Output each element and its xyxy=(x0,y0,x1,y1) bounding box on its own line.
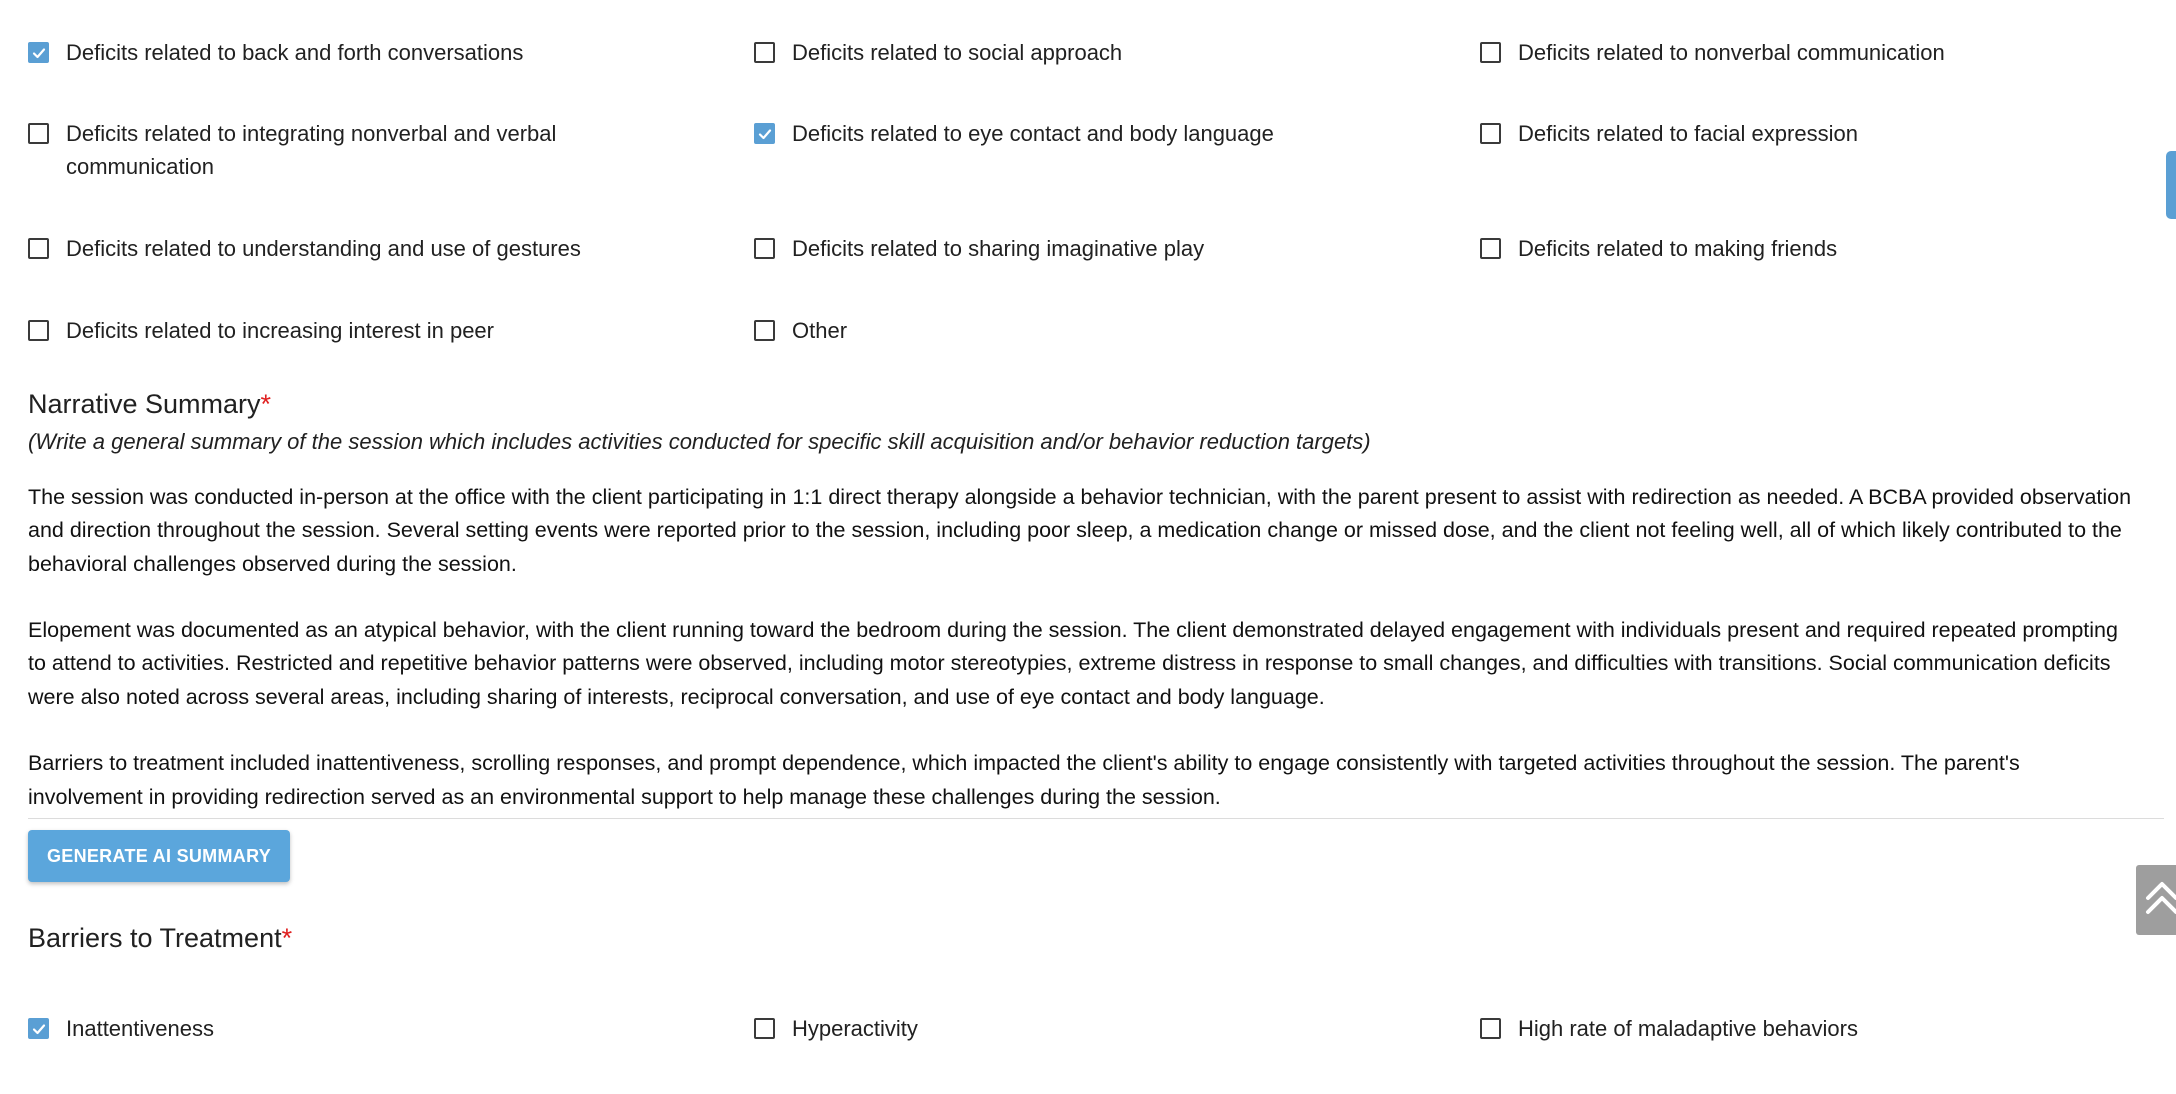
checkbox-nonverbal-communication[interactable] xyxy=(1480,36,2160,69)
checkbox-box[interactable] xyxy=(28,42,49,63)
narrative-summary-title xyxy=(28,386,271,422)
checkbox-label: Deficits related to eye contact and body language xyxy=(792,121,1274,146)
checkbox-box[interactable] xyxy=(28,1018,49,1039)
section-title-text: Barriers to Treatment xyxy=(28,923,282,953)
checkbox-understanding-gestures[interactable] xyxy=(28,232,708,265)
check-icon xyxy=(31,45,47,61)
checkbox-integrating-nonverbal-verbal[interactable] xyxy=(28,117,588,183)
checkbox-label: Hyperactivity xyxy=(792,1016,918,1041)
checkbox-hyperactivity[interactable] xyxy=(754,1012,1434,1045)
checkbox-sharing-imaginative-play[interactable] xyxy=(754,232,1434,265)
narrative-summary-text[interactable] xyxy=(28,481,2138,814)
checkbox-box[interactable] xyxy=(1480,1018,1501,1039)
checkbox-box[interactable] xyxy=(28,320,49,341)
checkbox-box[interactable] xyxy=(754,320,775,341)
checkbox-box[interactable] xyxy=(754,1018,775,1039)
narrative-paragraph: The session was conducted in-person at the office with the client participating in 1:1 direct therapy alongside a behavior technician, with the parent present to assist with redirection as needed. A BCBA provided observation and direction throughout the session. Several setting events were reported prior to the session, including poor sleep, a medication change or missed dose, and the client not feeling well, all of which likely contributed to the behavioral challenges observed during the session. xyxy=(28,485,2132,576)
checkbox-box[interactable] xyxy=(1480,123,1501,144)
generate-ai-summary-button[interactable]: GENERATE AI SUMMARY xyxy=(28,830,290,882)
check-icon xyxy=(31,1021,47,1037)
scroll-to-top-button[interactable] xyxy=(2136,865,2176,935)
checkbox-box[interactable] xyxy=(28,123,49,144)
checkbox-label: Deficits related to increasing interest in peer xyxy=(66,318,494,343)
narrative-paragraph: Barriers to treatment included inattentiveness, scrolling responses, and prompt dependence, which impacted the client's ability to engage consistently with targeted activities throughout the session. The parent's involvement in providing redirection served as an environmental support to help manage these challenges during the session. xyxy=(28,751,2020,809)
checkbox-facial-expression[interactable] xyxy=(1480,117,2160,150)
checkbox-other[interactable] xyxy=(754,314,1434,347)
checkbox-label: Deficits related to making friends xyxy=(1518,236,1838,261)
checkbox-interest-in-peer[interactable] xyxy=(28,314,708,347)
checkbox-label: Deficits related to nonverbal communication xyxy=(1518,40,1945,65)
checkbox-box[interactable] xyxy=(28,238,49,259)
checkbox-box[interactable] xyxy=(754,123,775,144)
check-icon xyxy=(757,126,773,142)
checkbox-back-and-forth-conversations[interactable] xyxy=(28,36,708,69)
checkbox-box[interactable] xyxy=(1480,238,1501,259)
section-title-text: Narrative Summary xyxy=(28,389,261,419)
checkbox-eye-contact-body-language[interactable] xyxy=(754,117,1434,150)
barriers-to-treatment-title xyxy=(28,920,292,956)
checkbox-making-friends[interactable] xyxy=(1480,232,2160,265)
checkbox-label: Deficits related to facial expression xyxy=(1518,121,1858,146)
narrative-instruction: (Write a general summary of the session which includes activities conducted for specific skill acquisition and/or behavior reduction targets) xyxy=(28,429,1371,454)
divider xyxy=(28,818,2164,819)
checkbox-high-rate-maladaptive[interactable] xyxy=(1480,1012,2160,1045)
checkbox-label: Inattentiveness xyxy=(66,1016,214,1041)
checkbox-box[interactable] xyxy=(1480,42,1501,63)
double-chevron-up-icon xyxy=(2142,876,2176,925)
checkbox-label: Deficits related to sharing imaginative play xyxy=(792,236,1205,261)
checkbox-label: Deficits related to understanding and use of gestures xyxy=(66,236,581,261)
checkbox-label: Other xyxy=(792,318,848,343)
scroll-position-indicator[interactable] xyxy=(2166,151,2176,219)
checkbox-label: Deficits related to integrating nonverbal and verbal communication xyxy=(66,121,557,179)
checkbox-inattentiveness[interactable] xyxy=(28,1012,708,1045)
checkbox-label: High rate of maladaptive behaviors xyxy=(1518,1016,1858,1041)
checkbox-box[interactable] xyxy=(754,238,775,259)
required-asterisk: * xyxy=(260,389,272,419)
checkbox-social-approach[interactable] xyxy=(754,36,1434,69)
required-asterisk: * xyxy=(281,923,293,953)
narrative-paragraph: Elopement was documented as an atypical behavior, with the client running toward the bedroom during the session. The client demonstrated delayed engagement with individuals present and required repeated prompting to attend to activities. Restricted and repetitive behavior patterns were observed, including motor stereotypies, extreme distress in response to small changes, and difficulties with transitions. Social communication deficits were also noted across several areas, including sharing of interests, reciprocal conversation, and use of eye contact and body language. xyxy=(28,618,2118,709)
checkbox-box[interactable] xyxy=(754,42,775,63)
checkbox-label: Deficits related to back and forth conversations xyxy=(66,40,524,65)
checkbox-label: Deficits related to social approach xyxy=(792,40,1123,65)
